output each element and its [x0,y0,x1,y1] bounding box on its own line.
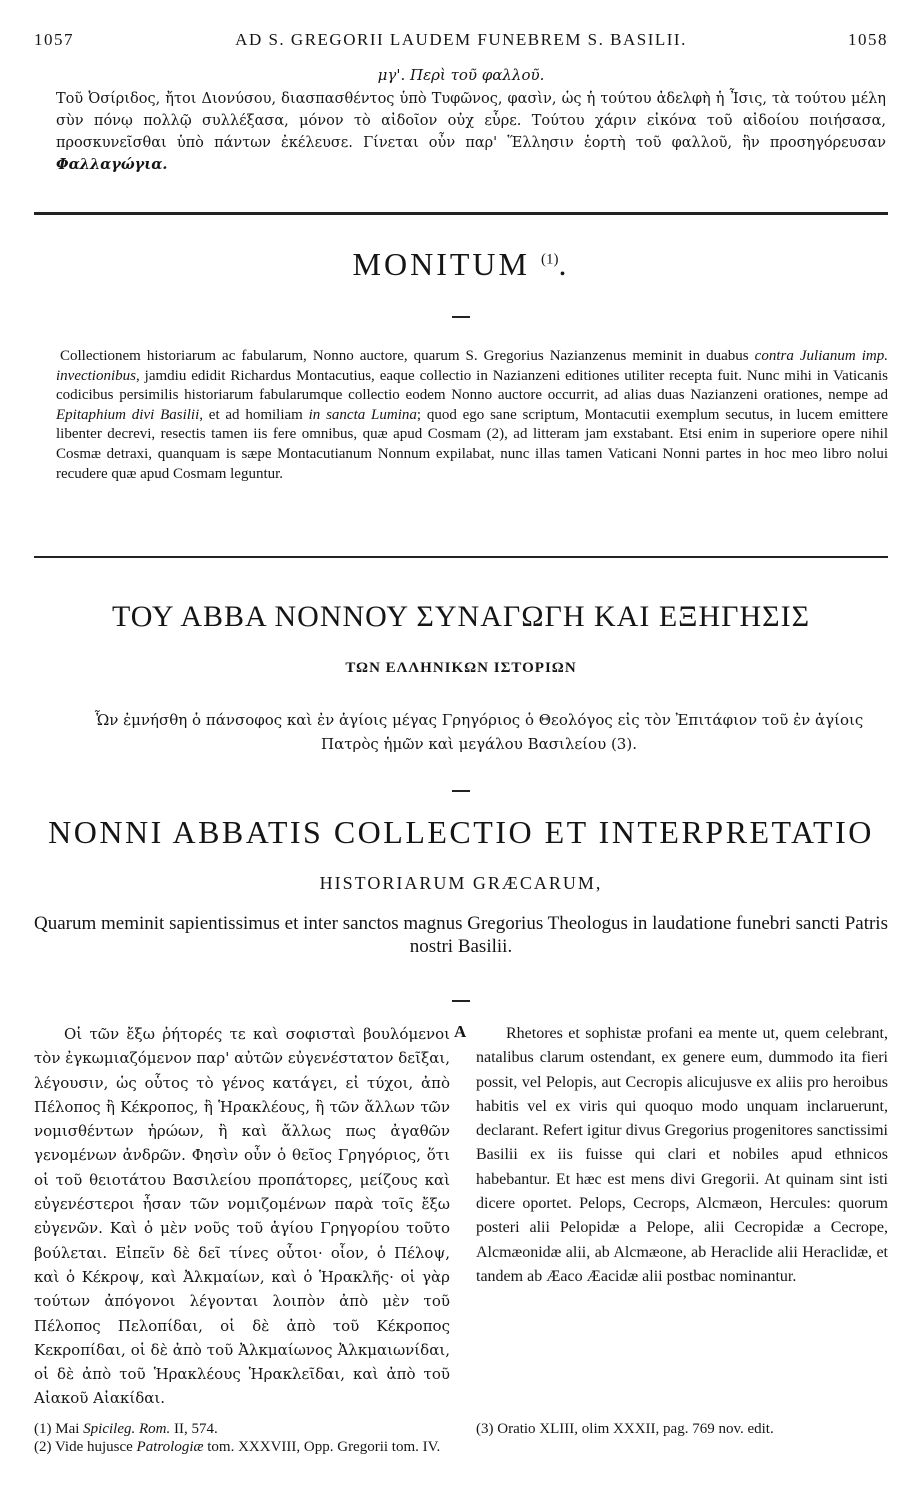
footnote-3: (3) Oratio XLIII, olim XXXII, pag. 769 nov. edit. [476,1421,774,1437]
short-dash [452,1000,470,1002]
monitum-italic: in sancta Lumina [308,406,417,423]
greek-intro: Ὧν ἐμνήσθη ὁ πάνσοφος καὶ ἐν ἁγίοις μέγας Γρηγόριος ὁ Θεολόγος εἰς τὸν Ἐπιτάφιον τοῦ ἐν ἁγίοις Πατρὸς ἡμῶν καὶ μεγάλου Βασιλείου (3). [94,711,864,753]
running-header [34,30,888,54]
monitum-text: , et ad homiliam [199,406,309,423]
latin-column-text: Rhetores et sophistæ profani ea mente ut, quem celebrant, natalibus clarum ostendant, ex genere eum, dummodo ita fieri possit, vel Pelopis, aut Cecropis alicujusve ex aliis pro heroibus habitis vel ex viris qui quoquo modo unquam inclaruerunt, declarant. Refert igitur divus Gregorius progenitores sanctissimi Basilii ex iis fuisse qui clari et nobiles apud ethnicos habebantur. Et hæc est mens divi Gregorii. At quinam sint isti dicere oportet. Pelops, Cecrops, Alcmæon, Hercules: quorum posteri alii Pelopidæ a Pelope, alii Cecropidæ a Cecrope, Alcmæonidæ alii, ab Alcmæone, ab Heraclide alii Heraclidæ, et tandem ab Æaco Æacidæ alii postbac nominantur. [476,1025,888,1285]
monitum-text: Collectionem historiarum ac fabularum, Nonno auctore, quarum S. Gregorius Nazianzenus meminit in duabus [60,348,755,364]
latin-main-title: NONNI ABBATIS COLLECTIO ET INTERPRETATIO [48,814,874,850]
monitum-italic: Epitaphium divi Basilii [56,406,200,423]
greek-note-text: Τοῦ Ὀσίριδος, ἤτοι Διονύσου, διασπασθέντος ὑπὸ Τυφῶνος, φασὶν, ὡς ἡ τούτου ἀδελφὴ ἡ Ἶσις, τὰ τούτου μέλη σὺν πόνῳ πολλῷ συλλέξασα, μόνον τὸ αἰδοῖον οὐχ εὗρε. Τούτου χάριν εἰκόνα τοῦ αἰδοίου ποιήσασα, προσκυνεῖσθαι ὑπὸ πάντων ἐκέλευσε. Γίνεται οὖν παρ' Ἕλλησιν ἑορτὴ τοῦ φαλλοῦ, ἣν προσηγόρευσαν [56,91,886,151]
footnote-italic: Patrologiæ [136,1439,204,1455]
running-title: AD S. GREGORII LAUDEM FUNEBREM S. BASILII. [235,30,687,49]
monitum-text: , jamdiu edidit Richardus Montacutius, eaque collectio in Nazianzeni editiones utiliter recepta fuit. Nunc mihi in Vaticanis codicibus persimilis historiarum fabularumque collectio eodem Nonno auctore occurrit, ad alias duas Nazianzeni orationes, nempe ad [56,367,888,404]
footnote-text: II, 574. [170,1421,218,1437]
section-divider [34,212,888,215]
greek-main-title: ΤΟΥ ΑΒΒΑ ΝΟΝΝΟΥ ΣΥΝΑΓΩΓΗ ΚΑΙ ΕΞΗΓΗΣΙΣ [111,600,811,633]
footnote-text: (1) Mai [34,1421,84,1437]
footnotes-right [476,1420,888,1438]
monitum-italic: contra Julianum imp. invectionibus [56,348,888,384]
latin-column [476,1022,888,1289]
section-divider [34,556,888,558]
greek-note-emphasis: Φαλλαγώγια. [56,156,168,173]
column-marker: A [454,1022,467,1041]
short-dash [452,316,470,318]
greek-subtitle: ΤΩΝ ΕΛΛΗΝΙΚΩΝ ΙΣΤΟΡΙΩΝ [345,660,577,676]
monitum-paragraph [56,347,888,484]
monitum-title: MONITUM [352,246,530,282]
monitum-text: ; quod ego sane scriptum, Montacutii exemplum secutus, in lucem emittere libenter decrevi, resectis tamen iis fere omnibus, quæ apud Cosmam (2), ad litteram jam exstabant. Etsi enim in superiore opere nihil Cosmæ detraxi, quanquam is sæpe Montacutianum Nonnum expilabat, nunc illas tamen Vaticani Nonni partes in hoc meo libro nolui recudere quæ apud Cosmam leguntur. [56,406,888,482]
latin-intro: Quarum meminit sapientissimus et inter sanctos magnus Gregorius Theologus in laudatione funebri sancti Patris nostri Basilii. [34,913,888,957]
footnote-text: tom. XXXVIII, Opp. Gregorii tom. IV. [203,1439,441,1455]
greek-note-paragraph [56,88,886,176]
footnote-1 [34,1420,454,1438]
footnotes-left [34,1420,454,1456]
greek-column [34,1022,450,1411]
page-number-right: 1058 [848,30,888,49]
page-number-left: 1057 [34,30,74,49]
greek-section-title: μγ'. Περὶ τοῦ φαλλοῦ. [377,66,545,84]
monitum-note-marker: (1) [540,251,559,268]
footnote-2 [34,1438,454,1456]
monitum-heading: MONITUM $^{(1)}$. [352,246,570,282]
short-dash [452,790,470,792]
footnote-italic: Spicileg. Rom. [83,1421,171,1437]
greek-column-text: Οἱ τῶν ἔξω ῥήτορές τε καὶ σοφισταὶ βουλόμενοι τὸν ἐγκωμιαζόμενον παρ' αὐτῶν εὐγενέστατον δεῖξαι, λέγουσιν, ὡς οὗτος τὸ γένος κατάγει, εἰ τύχοι, ἀπὸ Πέλοπος ἢ Κέκροπος, ἢ Ἡρακλέους, ἢ τῶν ἄλλων τῶν νομισθέντων ἡρώων, ἢ καὶ ἄλλως πως ἀγαθῶν γενομένων ἀνδρῶν. Φησὶν οὖν ὁ θεῖος Γρηγόριος, ὅτι οἱ τοῦ θειοτάτου Βασιλείου προπάτορες, μείζους καὶ εὐγενέστεροι ἦσαν τῶν νομιζομένων παρὰ τοῖς ἔξω εὐγενῶν. Καὶ ὁ μὲν νοῦς τοῦ ἁγίου Γρηγορίου τοῦτο βούλεται. Εἰπεῖν δὲ δεῖ τίνες οὗτοι· οἷον, ὁ Πέλοψ, καὶ ὁ Κέκροψ, καὶ Ἀλκμαίων, καὶ ὁ Ἡρακλῆς· οἱ γὰρ τούτων ἀπόγονοι λέγονται λοιπὸν ἀπὸ μὲν τοῦ Πέλοπος Πελοπίδαι, οἱ δὲ ἀπὸ τοῦ Κέκροπος Κεκροπίδαι, οἱ δὲ ἀπὸ τοῦ Ἀλκμαίωνος Ἀλκμαιωνίδαι, οἱ δὲ ἀπὸ τοῦ Ἡρακλέους Ἡρακλεῖδαι, καὶ ἀπὸ τοῦ Αἰακοῦ Αἰακίδαι. [34,1025,450,1408]
footnote-text: (2) Vide hujusce [34,1439,137,1455]
latin-subtitle: HISTORIARUM GRÆCARUM, [319,873,603,893]
